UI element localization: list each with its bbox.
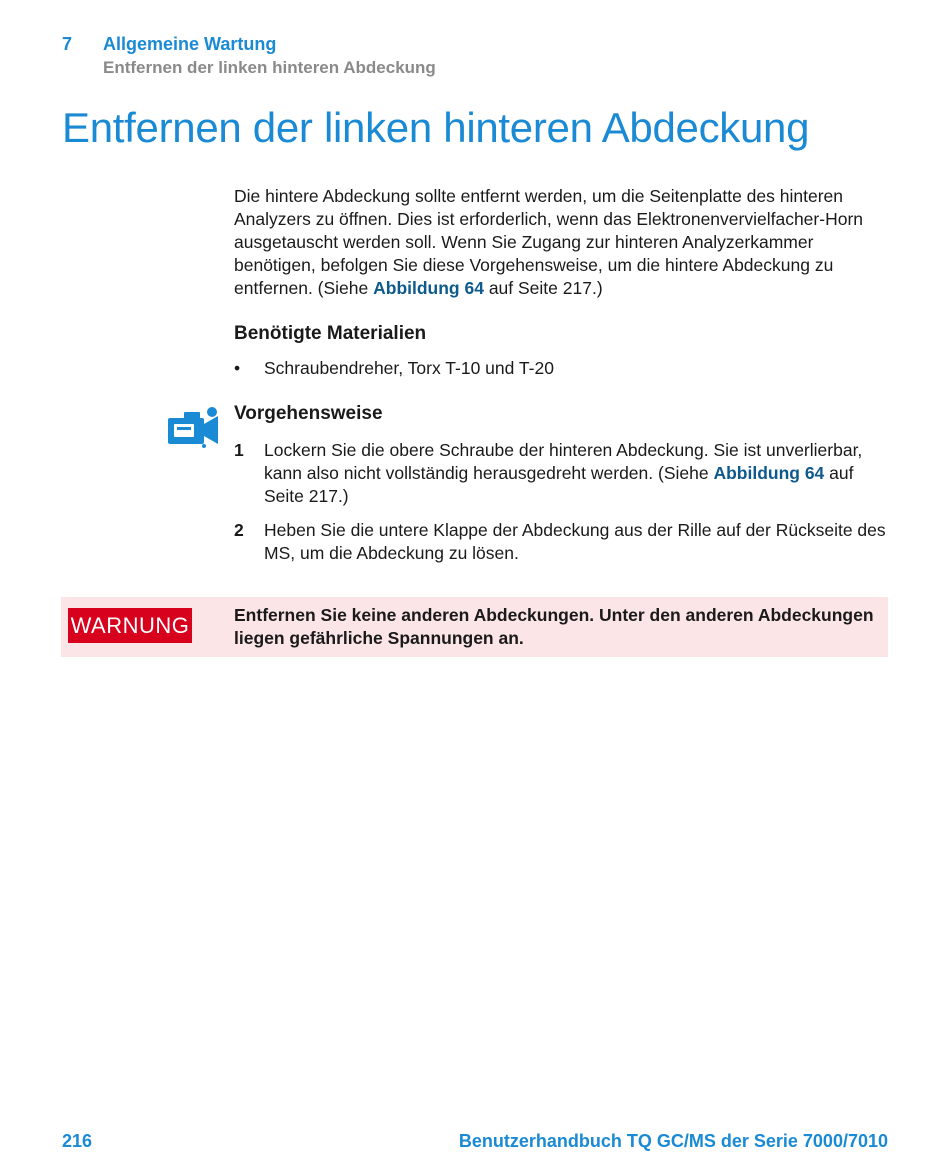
document-title: Benutzerhandbuch TQ GC/MS der Serie 7000/7010	[458, 1131, 888, 1151]
running-header-chapter	[62, 34, 276, 55]
figure-link[interactable]: Abbildung 64	[373, 278, 484, 298]
procedure-step	[234, 439, 889, 508]
step-number: 2	[234, 520, 244, 540]
bullet: •	[234, 358, 241, 378]
intro-text: Die hintere Abdeckung sollte entfernt werden, um die Seitenplatte des hinteren Analyzers zu öffnen. Dies ist erforderlich, wenn das Elektronenvervielfacher-Horn ausgetauscht werden soll. Wenn Sie Zugang zur hinteren Analyzerkammer benötigen, befolgen Sie diese Vorgehensweise, um die hintere Abdeckung zu entfernen. (Siehe	[234, 186, 864, 298]
step-text: Heben Sie die untere Klappe der Abdeckung aus der Rille auf der Rückseite des MS, um die Abdeckung zu lösen.	[264, 520, 886, 563]
warning-box	[61, 597, 888, 657]
video-camera-icon	[166, 406, 220, 448]
running-header-section: Entfernen der linken hinteren Abdeckung	[103, 58, 436, 77]
step-text-start: Lockern Sie die obere Schraube der hinteren Abdeckung. Sie ist unverlierbar, kann also nicht vollständig herausgedreht werden. (Siehe	[264, 440, 863, 483]
chapter-number: 7	[62, 34, 73, 54]
procedure-step	[234, 519, 889, 565]
figure-link[interactable]: Abbildung 64	[713, 463, 825, 483]
warning-badge: WARNUNG	[68, 608, 192, 643]
page-number: 216	[62, 1131, 93, 1151]
warning-text: Entfernen Sie keine anderen Abdeckungen. Unter den anderen Abdeckungen liegen gefährliche Spannungen an.	[234, 605, 874, 648]
materials-list	[234, 357, 554, 380]
step-text-end: auf Seite 217.)	[264, 463, 854, 506]
page-title: Entfernen der linken hinteren Abdeckung	[62, 104, 810, 151]
list-item	[234, 357, 554, 380]
step-text	[264, 439, 889, 508]
materials-heading: Benötigte Materialien	[234, 323, 427, 344]
procedure-heading: Vorgehensweise	[234, 403, 383, 424]
intro-paragraph	[234, 185, 889, 300]
intro-text-end: auf Seite 217.)	[483, 278, 603, 298]
step-number: 1	[234, 440, 244, 460]
list-item-text: Schraubendreher, Torx T-10 und T-20	[264, 358, 554, 378]
chapter-title: Allgemeine Wartung	[103, 34, 277, 54]
